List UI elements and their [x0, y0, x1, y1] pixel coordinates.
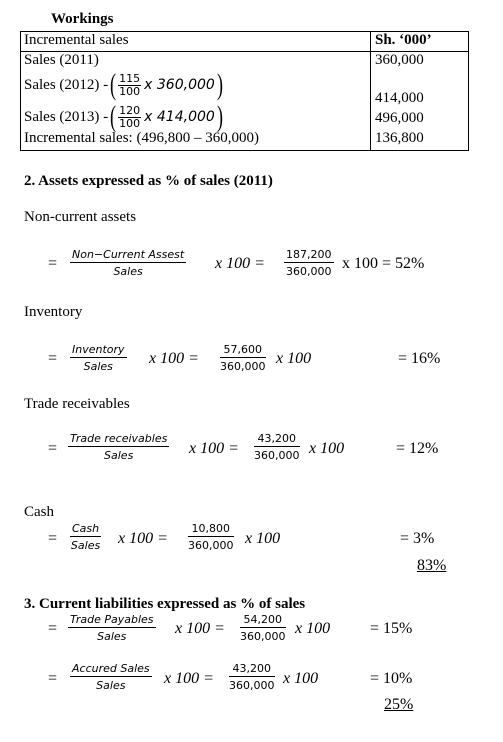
row-sales-2011-value: 360,000	[375, 52, 424, 68]
row-incremental-value: 136,800	[375, 130, 424, 146]
non-current-assets-value-fraction	[284, 248, 334, 278]
accured-sales-fraction	[70, 662, 152, 692]
times-100-result: x 100 = 52%	[342, 255, 425, 272]
cash-value-fraction	[188, 522, 234, 552]
inventory-value-fraction	[220, 343, 266, 373]
header-incremental-sales: Incremental sales	[24, 32, 129, 48]
close-paren: )	[216, 68, 223, 101]
inventory-label: Inventory	[24, 304, 83, 320]
fraction-numerator: Trade Payables	[70, 613, 154, 626]
row-sales-2013-text: Sales (2013) -	[24, 108, 109, 125]
trade-receivables-value-fraction	[254, 432, 300, 462]
times-100-text: x 100	[309, 440, 345, 457]
fraction-numerator: 43,200	[254, 432, 300, 447]
row-sales-2012-text: Sales (2012) -	[24, 76, 109, 93]
fraction-denominator: Sales	[113, 265, 143, 278]
equals-sign: =	[48, 530, 58, 547]
section-2-heading: 2. Assets expressed as % of sales (2011)	[24, 173, 273, 189]
cash-fraction	[70, 522, 101, 552]
fraction-120-100	[118, 105, 141, 130]
liabilities-total: 25%	[384, 696, 414, 713]
multiplier-414000: x 414,000	[144, 109, 215, 125]
fraction-denominator: 360,000	[286, 265, 332, 278]
equals-sign: =	[48, 350, 58, 367]
open-paren: (	[110, 100, 117, 133]
fraction-numerator: 115	[119, 71, 141, 85]
fraction-115-100	[118, 73, 141, 98]
fraction-numerator: 43,200	[229, 662, 275, 677]
fraction-numerator: 10,800	[188, 522, 234, 537]
times-100-text: x 100	[295, 620, 331, 637]
fraction-denominator: Sales	[97, 630, 127, 643]
times-100-text: x 100	[245, 530, 281, 547]
row-sales-2012-label	[24, 68, 225, 101]
assets-total: 83%	[417, 557, 447, 574]
trade-receivables-result: = 12%	[396, 440, 439, 457]
fraction-numerator: 57,600	[220, 343, 266, 358]
fraction-numerator: Accured Sales	[72, 662, 150, 675]
times-100-equals	[215, 255, 265, 273]
column-divider	[370, 32, 371, 150]
cash-label: Cash	[24, 504, 54, 520]
fraction-denominator: 360,000	[220, 360, 266, 373]
fraction-numerator: Trade receivables	[70, 432, 168, 445]
header-sh-000: Sh. ‘000’	[375, 32, 432, 48]
equals-sign: =	[48, 670, 58, 687]
times-100-text: x 100 =	[164, 670, 214, 687]
equals-sign: =	[48, 255, 58, 272]
row-sales-2013-value: 496,000	[375, 110, 424, 126]
fraction-numerator: 187,200	[286, 248, 332, 261]
fraction-denominator: Sales	[104, 449, 134, 462]
times-100-text: x 100 =	[175, 620, 225, 637]
fraction-denominator: Sales	[96, 679, 126, 692]
equals-sign: =	[48, 620, 58, 637]
times-100-text: x 100 =	[189, 440, 239, 457]
times-100-text: x 100 =	[215, 255, 265, 272]
fraction-denominator: Sales	[70, 539, 101, 552]
inventory-fraction	[70, 343, 127, 373]
trade-receivables-label: Trade receivables	[24, 396, 130, 412]
fraction-denominator: Sales	[83, 360, 113, 373]
workings-title: Workings	[51, 11, 114, 27]
row-sales-2012-value: 414,000	[375, 90, 424, 106]
trade-payables-value-fraction	[240, 613, 286, 643]
fraction-numerator: Non−Current Assest	[72, 248, 185, 261]
accured-sales-value-fraction	[229, 662, 275, 692]
fraction-numerator: Cash	[72, 522, 100, 535]
row-sales-2011-label: Sales (2011)	[24, 52, 99, 68]
non-current-assets-label: Non-current assets	[24, 209, 137, 225]
times-100-text: x 100	[276, 350, 312, 367]
fraction-denominator: 360,000	[240, 630, 286, 643]
trade-payables-result: = 15%	[370, 620, 413, 637]
fraction-numerator: 120	[119, 103, 141, 117]
row-incremental-label: Incremental sales: (496,800 – 360,000)	[24, 130, 259, 146]
times-100-text: x 100	[283, 670, 319, 687]
section-3-heading: 3. Current liabilities expressed as % of sales	[24, 596, 306, 612]
equals-sign: =	[48, 440, 58, 457]
row-sales-2013-label	[24, 100, 225, 133]
cash-result: = 3%	[400, 530, 435, 547]
multiplier-360000: x 360,000	[144, 77, 215, 93]
open-paren: (	[110, 68, 117, 101]
workings-table	[20, 31, 469, 151]
times-100-text: x 100 =	[118, 530, 168, 547]
fraction-denominator: 360,000	[188, 539, 234, 552]
trade-payables-fraction	[68, 613, 156, 643]
accured-sales-result: = 10%	[370, 670, 413, 687]
fraction-numerator: 54,200	[240, 613, 286, 628]
close-paren: )	[216, 100, 223, 133]
fraction-denominator: 360,000	[229, 679, 275, 692]
non-current-assets-fraction	[70, 248, 186, 278]
times-100-text: x 100 =	[149, 350, 199, 367]
fraction-numerator: Inventory	[72, 343, 125, 356]
fraction-denominator: 100	[119, 84, 141, 98]
fraction-denominator: 360,000	[254, 449, 300, 462]
trade-receivables-fraction	[68, 432, 169, 462]
inventory-result: = 16%	[398, 350, 441, 367]
fraction-denominator: 100	[119, 116, 141, 130]
